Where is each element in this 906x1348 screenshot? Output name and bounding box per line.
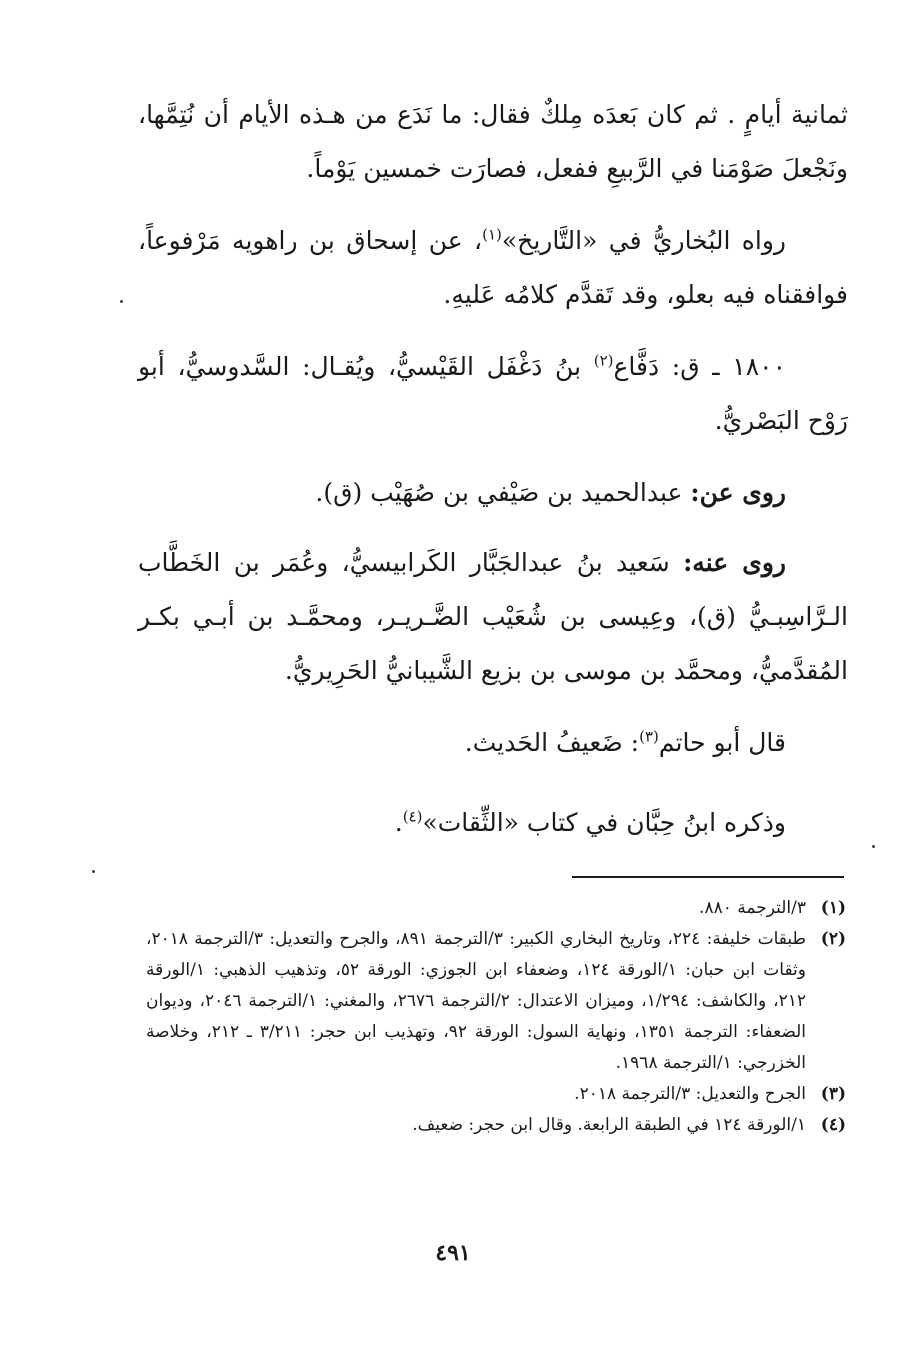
- footnote-ref-3: (٣): [639, 727, 659, 746]
- footnote-text: الجرح والتعديل: ٣/الترجمة ٢٠١٨.: [574, 1084, 806, 1104]
- narrated-from: [138, 466, 848, 520]
- ibn-hibban-statement: [138, 796, 848, 850]
- ibn-hibban-end: .: [394, 808, 403, 837]
- page-number: ٤٩١: [435, 1240, 471, 1266]
- footnote-ref-2: (٢): [593, 351, 614, 370]
- footnote-text: طبقات خليفة: ٢٢٤، وتاريخ البخاري الكبير: ٣/الترجمة ٨٩١، والجرح والتعديل: ٣/الترجمة ٢٠١٨، وثقات ابن حبان: ١/الورقة ١٢٤، وضعفاء ابن الجوزي: الورقة ٥٢، وتذهيب الذهبي: ١/الورقة ٢١٢، والكاشف: ١/٢٩٤، وميزان الاعتدال: ٢/الترجمة ٢٦٧٦، والمغني: ١/الترجمة ٢٠٤٦، وديوان الضعفاء: الترجمة ١٣٥١، ونهاية السول: الورقة ٩٢، وتهذيب ابن حجر: ٣/٢١١ ـ ٢١٢، وخلاصة الخزرجي: ١/الترجمة ١٩٦٨.: [146, 929, 807, 1073]
- abu-hatim-statement: [138, 716, 848, 770]
- ibn-hibban-text: وذكره ابنُ حِبَّان في كتاب «الثِّقات»: [422, 808, 786, 837]
- scan-speck: [120, 300, 123, 303]
- footnotes: [146, 893, 846, 1141]
- footnote-ref-4: (٤): [402, 807, 423, 826]
- footnote-2: [146, 924, 846, 1079]
- narrated-by: [138, 536, 848, 698]
- footnote-4: [146, 1110, 846, 1141]
- footnote-number: (٣): [820, 1084, 846, 1104]
- narration-rest: ، عن إسحاق بن راهويه مَرْفوعاً، فوافقناه فيه بعلو، وقد تَقدَّم كلامُه عَليهِ.: [138, 226, 848, 309]
- abu-hatim-label: قال أبو حاتم: [658, 728, 786, 757]
- footnote-number: (٤): [820, 1115, 846, 1135]
- narrated-from-text: عبدالحميد بن صَيْفي بن صُهَيْب (ق).: [315, 478, 691, 507]
- narrated-by-label: روى عنه:: [683, 548, 786, 577]
- paragraph-narration: [138, 214, 848, 322]
- footnote-number: (٢): [820, 929, 846, 949]
- narrated-from-label: روى عن:: [690, 478, 786, 507]
- entry-number-and-name: ١٨٠٠ ـ ق: دَفَّاع: [613, 352, 786, 381]
- paragraph-continuation-text: ثمانية أيامٍ . ثم كان بَعدَه مِلكٌ فقال: ما نَدَع من هـذه الأيام أن نُتِمَّها، ونَجْعلَ صَوْمَنا في الرَّبيعِ ففعل، فصارَت خمسين يَوْماً.: [138, 100, 848, 183]
- entry-heading: [138, 340, 848, 448]
- narration-text: رواه البُخاريُّ في «التَّاريخ»: [501, 226, 787, 255]
- footnote-text: ٣/الترجمة ٨٨٠.: [699, 898, 806, 918]
- footnote-3: [146, 1079, 846, 1110]
- scan-speck: [872, 845, 875, 848]
- main-text: [138, 88, 848, 868]
- footnote-text: ١/الورقة ١٢٤ في الطبقة الرابعة. وقال ابن حجر: ضعيف.: [412, 1115, 806, 1135]
- footnote-ref-1: (١): [482, 225, 502, 244]
- abu-hatim-verdict: : ضَعيفُ الحَديث.: [464, 728, 640, 757]
- footnote-1: [146, 893, 846, 924]
- narrated-by-text: سَعيد بنُ عبدالجَبَّار الكَرابيسيُّ، وعُمَر بن الخَطَّاب الـرَّاسِبـيُّ (ق)، وعِيسى بن شُعَيْب الضَّـريـر، ومحمَّـد بن أبـي بكـر المُقدَّميُّ، ومحمَّد بن موسى بن بزيع الشَّيبانيُّ الحَرِيريُّ.: [138, 548, 848, 685]
- paragraph-continuation: [138, 88, 848, 196]
- footnote-separator: [572, 876, 844, 878]
- entry-name-rest: بنُ دَغْفَل القَيْسيُّ، ويُقـال: السَّدوسيُّ، أبو رَوْح البَصْريُّ.: [138, 352, 848, 435]
- footnote-number: (١): [820, 898, 846, 918]
- scan-speck: [92, 870, 95, 873]
